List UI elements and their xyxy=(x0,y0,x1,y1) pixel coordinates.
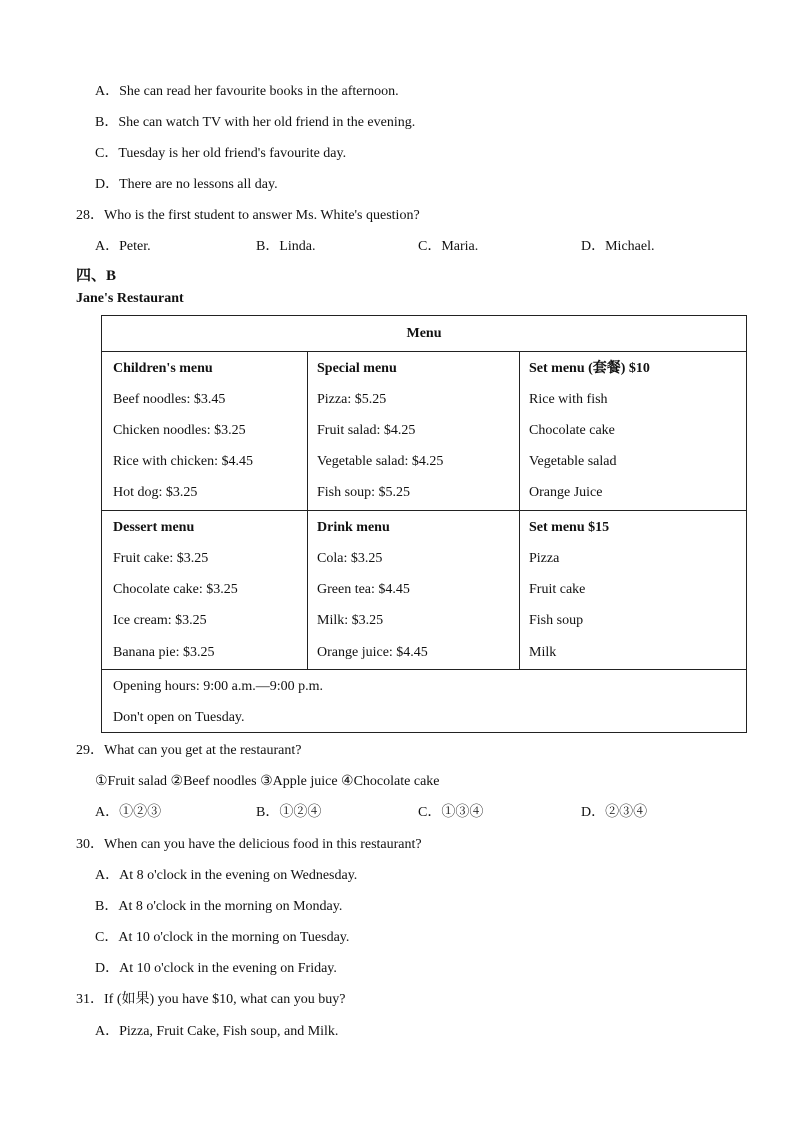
menu-item: Fruit cake xyxy=(529,582,586,597)
menu-item: Vegetable salad: $4.25 xyxy=(317,454,444,469)
q28-option-c: C．Maria. xyxy=(418,239,479,254)
menu-item: Fruit salad: $4.25 xyxy=(317,423,416,438)
restaurant-name: Jane's Restaurant xyxy=(76,291,184,306)
menu-item: Cola: $3.25 xyxy=(317,551,383,566)
q28-option-d: D．Michael. xyxy=(581,239,655,254)
q27-option-b: B．She can watch TV with her old friend in the evening. xyxy=(95,115,416,130)
q29-choices: ①Fruit salad ②Beef noodles ③Apple juice ④Chocolate cake xyxy=(95,774,440,789)
special-menu-cell xyxy=(317,351,512,510)
menu-title: Menu xyxy=(406,326,442,341)
q28-question: 28．Who is the first student to answer Ms. White's question? xyxy=(76,208,420,223)
q29-option-a: A．①②③ xyxy=(95,805,162,820)
dessert-menu-cell xyxy=(113,510,303,669)
menu-item: Chocolate cake: $3.25 xyxy=(113,582,238,597)
drink-menu-cell xyxy=(317,510,512,669)
cell-heading: Special menu xyxy=(317,361,397,376)
q31-option-a: A．Pizza, Fruit Cake, Fish soup, and Milk. xyxy=(95,1024,339,1039)
opening-hours-cell xyxy=(113,669,733,733)
menu-item: Rice with fish xyxy=(529,392,608,407)
q31-question: 31．If (如果) you have $10, what can you buy? xyxy=(76,992,346,1007)
menu-item: Fruit cake: $3.25 xyxy=(113,551,209,566)
q28-option-a: A．Peter. xyxy=(95,239,151,254)
set-menu-10-cell xyxy=(529,351,739,510)
menu-item: Fish soup xyxy=(529,613,584,628)
menu-item: Vegetable salad xyxy=(529,454,617,469)
menu-item: Milk: $3.25 xyxy=(317,613,384,628)
q30-option-d: D．At 10 o'clock in the evening on Friday. xyxy=(95,961,337,976)
q29-option-c: C．①③④ xyxy=(418,805,484,820)
menu-item: Banana pie: $3.25 xyxy=(113,645,215,660)
cell-heading: Drink menu xyxy=(317,520,390,535)
q29-option-d: D．②③④ xyxy=(581,805,648,820)
q27-option-a: A．She can read her favourite books in the afternoon. xyxy=(95,84,399,99)
q29-option-b: B．①②④ xyxy=(256,805,322,820)
q30-question: 30．When can you have the delicious food in this restaurant? xyxy=(76,837,422,852)
menu-item: Milk xyxy=(529,645,557,660)
menu-item: Pizza: $5.25 xyxy=(317,392,387,407)
menu-item: Orange juice: $4.45 xyxy=(317,645,428,660)
cell-heading: Set menu $15 xyxy=(529,520,610,535)
cell-heading: Set menu (套餐) $10 xyxy=(529,361,650,376)
menu-item: Ice cream: $3.25 xyxy=(113,613,207,628)
menu-table xyxy=(101,315,747,733)
set-menu-15-cell xyxy=(529,510,739,669)
q29-question: 29．What can you get at the restaurant? xyxy=(76,743,302,758)
q30-option-c: C．At 10 o'clock in the morning on Tuesday. xyxy=(95,930,350,945)
menu-item: Fish soup: $5.25 xyxy=(317,485,410,500)
menu-item: Chicken noodles: $3.25 xyxy=(113,423,246,438)
q30-option-a: A．At 8 o'clock in the evening on Wednesday. xyxy=(95,868,358,883)
q27-option-d: D．There are no lessons all day. xyxy=(95,177,278,192)
childrens-menu-cell xyxy=(113,351,303,510)
q30-option-b: B．At 8 o'clock in the morning on Monday. xyxy=(95,899,343,914)
menu-item: Rice with chicken: $4.45 xyxy=(113,454,253,469)
cell-heading: Dessert menu xyxy=(113,520,195,535)
menu-item: Pizza xyxy=(529,551,560,566)
menu-item: Chocolate cake xyxy=(529,423,615,438)
q28-option-b: B．Linda. xyxy=(256,239,316,254)
menu-item: Green tea: $4.45 xyxy=(317,582,410,597)
cell-heading: Children's menu xyxy=(113,361,213,376)
menu-item: Beef noodles: $3.45 xyxy=(113,392,226,407)
opening-hours: Opening hours: 9:00 a.m.—9:00 p.m. xyxy=(113,679,323,694)
q27-option-c: C．Tuesday is her old friend's favourite day. xyxy=(95,146,347,161)
section-heading: 四、B xyxy=(76,268,117,284)
menu-item: Orange Juice xyxy=(529,485,603,500)
closed-day: Don't open on Tuesday. xyxy=(113,710,245,725)
menu-item: Hot dog: $3.25 xyxy=(113,485,198,500)
